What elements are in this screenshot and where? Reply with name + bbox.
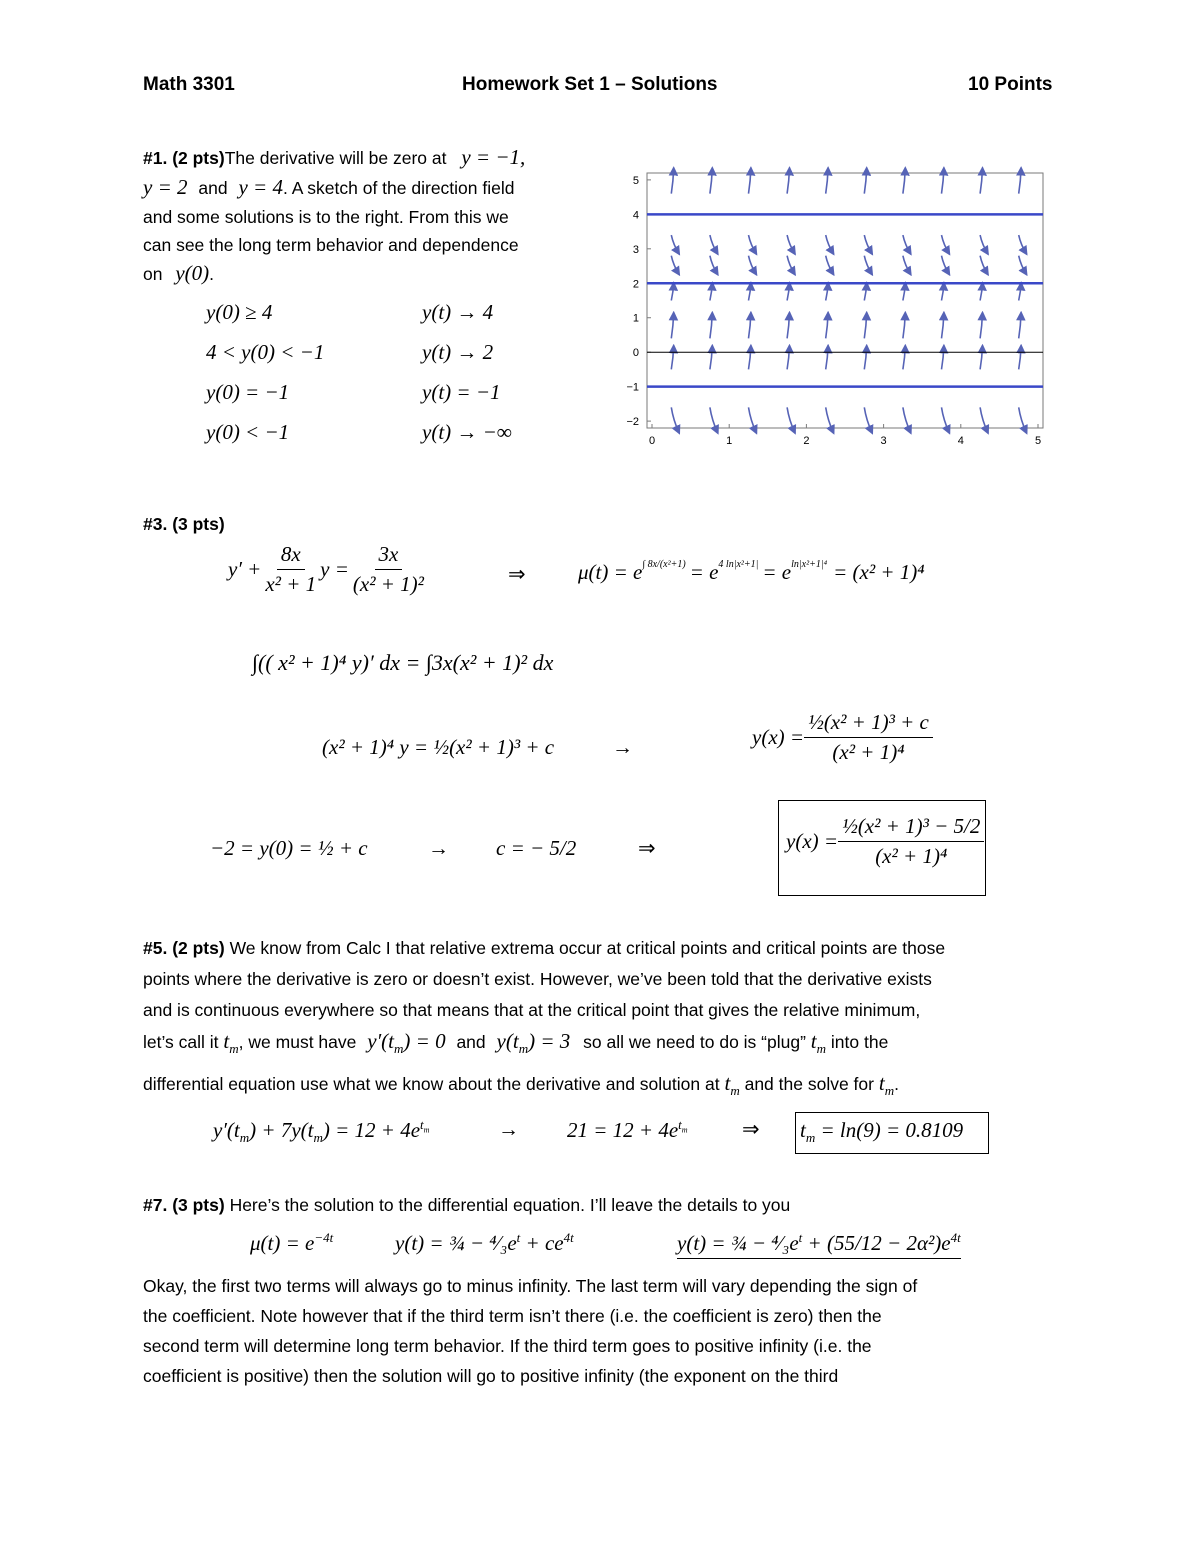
document-title: Homework Set 1 – Solutions [462,74,718,95]
integrating-factor [578,560,925,585]
tm-4: t [878,1071,885,1095]
p5-l4a: let’s call it [143,1032,219,1052]
p7-ygen-t: t [516,1230,521,1245]
tm-sub-9: m [423,1125,430,1135]
slope-arrow [710,407,718,433]
mu-eq-3: = e [762,560,792,584]
slope-arrow [942,235,950,254]
p7-ysol-t: t [798,1230,803,1245]
slope-arrow [671,312,673,338]
problem-1-line4: can see the long term behavior and dependence [143,235,519,255]
tm-sub-2: m [394,1041,404,1057]
slope-arrow [749,235,757,254]
points-total: 10 Points [968,74,1053,95]
slope-arrow [1019,256,1027,275]
tm-sub-11: m [805,1130,816,1146]
p7-ysol: y(t) = ¾ − ⁴⁄₃e [677,1231,799,1255]
p7-solution [677,1230,961,1259]
p5-eq-b: ) + 7y(t [249,1118,314,1142]
mu-exponent-2: 4 ln|x²+1| [718,559,759,570]
slope-arrow [1019,407,1027,433]
y-tick-label: −1 [626,381,639,394]
problem-7-intro [143,1190,790,1220]
problem-7-label: #7. (3 pts) [143,1195,225,1215]
mu-result: = (x² + 1)⁴ [833,560,925,584]
slope-arrow [749,312,751,338]
on-text: on [143,264,163,284]
problem-5: #5. (2 pts) We know from Calc I that relative extrema occur at critical points and critical points are those points where the derivative is zero or doesn’t exist. However, we’ve been told that the derivative exists and is continuous everywhere so that means that at the critical point that gives the relative minimum, let’s call it $t_m$, we must have $y'(t_m) = 0$ and $y(t_m) = 3$ so all we need to do is “plug” $t_m$ into the differential equation use what we know about the derivative and solution at $t_m$ and the solve for $t_m$. [143,933,1063,1100]
slope-arrow [980,345,982,369]
tm-1: t [223,1029,230,1053]
slope-arrow [864,345,866,369]
p7-line2: the coefficient. Note however that if the third term isn’t there (i.e. the coefficient is zero) then the [143,1306,882,1326]
result-3: y(t) = −1 [422,380,501,404]
p7-discussion [143,1271,1073,1391]
p5-eq-c: ) = 12 + 4e [322,1118,421,1142]
condition-1: y(0) ≥ 4 [206,300,273,324]
p5-arrow: → [498,1117,519,1141]
arrow-2: → [428,836,449,860]
p5-eq-d: 21 = 12 + 4e [567,1118,679,1142]
slope-arrow [710,256,718,275]
tm-2: t [810,1029,817,1053]
p5-deriv-zero: ) = 0 [403,1029,446,1053]
slope-arrow [942,283,944,301]
p5-implies: ⇒ [742,1117,760,1141]
slope-arrow [787,407,795,433]
slope-arrow [980,283,982,301]
slope-arrow [942,312,944,338]
slope-arrow [826,407,834,433]
p7-ysol-exp: 4t [950,1230,961,1245]
p5-ans: ) = 0.8109 [873,1118,964,1142]
problem-1-line3: and some solutions is to the right. From this we [143,207,509,227]
slope-arrow [980,407,988,433]
course-title: Math 3301 [143,74,235,95]
y-tick-label: −2 [626,416,639,429]
slope-arrow [980,312,982,338]
slope-arrow [749,407,757,433]
slope-arrow [826,235,834,254]
slope-arrow [980,256,988,275]
slope-arrow [864,168,866,194]
slope-arrow [826,283,828,301]
tm-sub-7: m [239,1130,250,1146]
p7-line3: second term will determine long term behavior. If the third term goes to positive infinity (i.e. the [143,1336,872,1356]
p5-l5a: differential equation use what we know about the derivative and solution at [143,1074,720,1094]
result-4: y(t) → −∞ [422,420,512,444]
yx-num: ½(x² + 1)³ + c [804,710,933,738]
p7-general [395,1230,574,1256]
p7-line1: Okay, the first two terms will always go to minus infinity. The last term will vary depending the sign of [143,1276,918,1296]
x-tick-label: 3 [880,435,887,447]
p7-mu [250,1230,333,1256]
slope-arrow [903,235,911,254]
tm-5: t [800,1118,806,1142]
ode-coef-den: x² + 1 [265,572,317,596]
ode-rhs-num: 3x [375,542,403,570]
arrow-1: → [612,735,633,759]
equilibrium-3: y = 4 [238,175,283,199]
slope-arrow [749,168,751,194]
mu-def: μ(t) = e [578,560,643,584]
slope-arrow [787,345,789,369]
slope-arrow [1019,312,1021,338]
solved-step: (x² + 1)⁴ y = ½(x² + 1)³ + c [322,735,555,759]
slope-arrow [864,283,866,301]
tm-sub-10: m [681,1125,688,1135]
ode-lhs: y′ + [228,557,262,581]
tm-sub-4: m [816,1041,827,1057]
ode-coef-num: 8x [277,542,305,570]
ode-y: y = [320,557,349,581]
problem-1-line1: The derivative will be zero at [224,148,447,168]
tm-sub-1: m [229,1041,239,1057]
slope-arrow [1019,283,1021,301]
p5-answer [800,1118,963,1146]
condition-4: y(0) < −1 [206,420,290,444]
p7-ygen-exp: 4t [563,1230,574,1245]
final-yx-label: y(x) = [786,829,839,853]
y-tick-label: 0 [632,347,639,360]
direction-field-plot [620,165,1050,450]
mu-eq-2: = e [689,560,719,584]
slope-arrow [903,256,911,275]
implies-2: ⇒ [638,836,656,860]
p5-l4h: so all we need to do is “plug” [583,1032,806,1052]
y-tick-label: 1 [632,312,639,325]
condition-2: 4 < y(0) < −1 [206,340,325,364]
p5-deriv: y′(t [367,1029,394,1053]
p7-ygen2: + ce [520,1231,564,1255]
p7-mu-base: μ(t) = e [250,1231,315,1255]
final-solution [786,814,984,869]
plot-frame [647,173,1043,428]
slope-arrow [826,256,834,275]
p5-and: and [456,1032,486,1052]
slope-arrow [864,312,866,338]
x-tick-label: 5 [1034,435,1042,447]
problem-5-label: #5. (2 pts) [143,938,225,958]
slope-arrow [826,345,828,369]
implies-symbol: ⇒ [508,562,526,586]
slope-arrow [671,235,679,254]
slope-arrow [903,283,905,301]
tm-exp-1: t [420,1117,424,1132]
p5-line3: and is continuous everywhere so that means that at the critical point that gives the relative minimum, [143,1000,921,1020]
slope-arrow [942,407,950,433]
initial-condition: −2 = y(0) = ½ + c [210,836,368,860]
tm-sub-8: m [313,1130,323,1146]
slope-arrow [787,283,789,301]
equilibrium-1: y = −1, [461,145,526,169]
p7-intro: Here’s the solution to the differential equation. I’ll leave the details to you [224,1195,791,1215]
y-tick-label: 2 [632,278,639,291]
slope-arrow [1019,235,1027,254]
ode-equation [228,542,428,597]
slope-arrow [671,168,673,194]
p5-sol: y(t [496,1029,519,1053]
slope-arrow [787,235,795,254]
p5-l4b: , we must have [238,1032,357,1052]
period: . [209,264,215,284]
slope-arrow [903,312,905,338]
slope-arrow [903,407,911,433]
problem-1-label: #1. (2 pts) [143,148,225,168]
tm-sub-5: m [730,1083,740,1099]
slope-arrow [671,256,679,275]
p5-l4i: into the [830,1032,889,1052]
ode-rhs-den: (x² + 1)² [352,572,424,596]
slope-arrow [787,168,789,194]
p5-equation [213,1117,429,1146]
yx-den: (x² + 1)⁴ [832,740,905,764]
slope-arrow [787,256,795,275]
y-tick-label: 4 [632,209,639,222]
slope-arrow [710,168,712,194]
problem-1 [143,142,583,290]
p5-line1: We know from Calc I that relative extrema occur at critical points and critical points are those [224,938,946,958]
slope-arrow [864,407,872,433]
p7-ygen: y(t) = ¾ − ⁴⁄₃e [395,1231,517,1255]
y-tick-label: 5 [632,174,639,187]
mu-exponent-1: ∫ 8x/(x²+1) [642,559,686,570]
slope-arrow [749,345,751,369]
x-tick-label: 4 [957,435,964,447]
p7-ysol2: + (55/12 − 2α²)e [802,1231,951,1255]
y-tick-label: 3 [632,243,639,256]
p5-equation-2 [567,1117,688,1143]
slope-arrow [671,283,673,301]
result-1: y(t) → 4 [422,300,494,324]
general-solution [752,710,933,765]
final-num: ½(x² + 1)³ − 5/2 [838,814,984,842]
slope-arrow [1019,168,1021,194]
x-tick-label: 2 [803,435,810,447]
final-den: (x² + 1)⁴ [875,844,948,868]
slope-arrow [749,256,757,275]
mu-exponent-3: ln|x²+1|⁴ [791,559,828,570]
tm-sub-3: m [518,1041,529,1057]
p5-ans-pre: = ln(9 [815,1118,874,1142]
slope-arrow [710,345,712,369]
p5-line2: points where the derivative is zero or doesn’t exist. However, we’ve been told that the derivative exists [143,969,932,989]
yx-label: y(x) = [752,725,805,749]
slope-arrow [864,235,872,254]
result-2: y(t) → 2 [422,340,494,364]
slope-arrow [787,312,789,338]
slope-arrow [671,345,673,369]
slope-arrow [864,256,872,275]
tm-sub-6: m [884,1083,895,1099]
slope-arrow [826,312,828,338]
x-tick-label: 0 [648,435,656,447]
p5-eq-a: y′(t [213,1118,240,1142]
slope-arrow [942,345,944,369]
tm-exp-2: t [678,1117,682,1132]
slope-arrow [1019,345,1021,369]
slope-arrow [710,312,712,338]
condition-3: y(0) = −1 [206,380,290,404]
p7-mu-exp: −4t [314,1230,334,1245]
slope-arrow [826,168,828,194]
x-tick-label: 1 [726,435,733,447]
tm-3: t [724,1071,731,1095]
y0-expr: y(0) [175,261,210,285]
and-text: and [198,178,228,198]
slope-arrow [903,345,905,369]
constant-c: c = − 5/2 [496,836,577,860]
slope-arrow [749,283,751,301]
problem-1-line2: . A sketch of the direction field [282,178,515,198]
slope-arrow [980,168,982,194]
slope-arrow [903,168,905,194]
slope-arrow [710,283,712,301]
slope-arrow [980,235,988,254]
slope-arrow [710,235,718,254]
equilibrium-2: y = 2 [143,175,188,199]
p5-l5b: and the solve for [744,1074,874,1094]
problem-3-label: #3. (3 pts) [143,514,225,534]
slope-arrow [942,168,944,194]
p5-sol-three: ) = 3 [528,1029,571,1053]
integral-step: ∫(( x² + 1)⁴ y)′ dx = ∫3x(x² + 1)² dx [252,650,554,675]
p7-line4: coefficient is positive) then the solution will go to positive infinity (the exponent on the third [143,1366,839,1386]
slope-arrow [671,407,679,433]
slope-arrow [942,256,950,275]
